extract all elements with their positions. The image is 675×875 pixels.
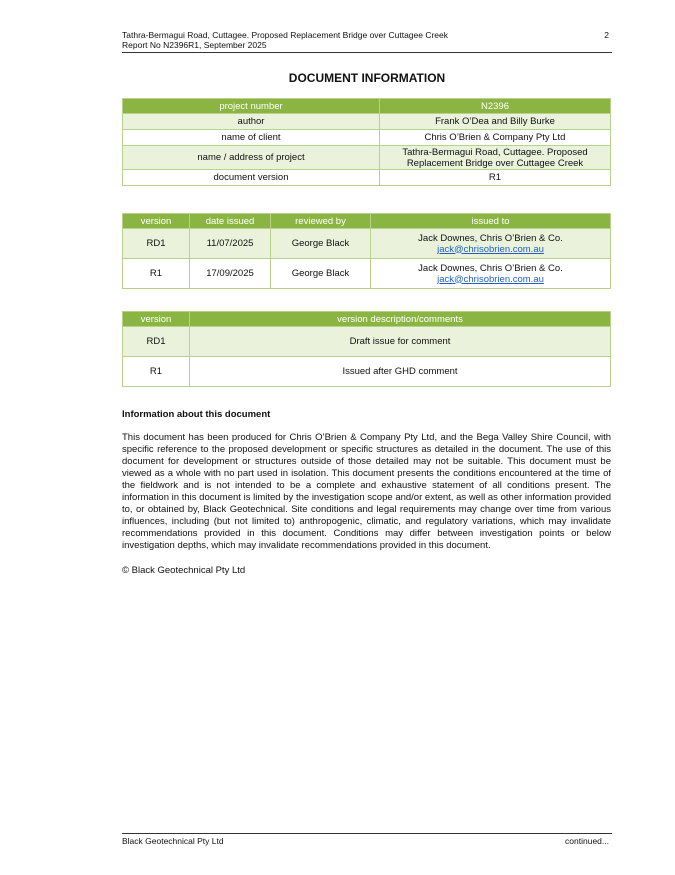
table-row <box>123 259 611 289</box>
info-value-line: Tathra-Bermagui Road, Cuttagee. Proposed <box>402 146 588 158</box>
column-header: version <box>123 312 190 327</box>
description-cell: Issued after GHD comment <box>190 357 611 387</box>
table-row <box>123 327 611 357</box>
version-cell: RD1 <box>123 327 190 357</box>
info-section-heading: Information about this document <box>122 409 271 420</box>
issued-to-cell <box>371 259 611 289</box>
table-header-row <box>123 312 611 327</box>
recipient-name: Jack Downes, Chris O’Brien & Co. <box>418 262 563 274</box>
page-title: DOCUMENT INFORMATION <box>288 71 446 85</box>
table-row <box>123 229 611 259</box>
copyright-notice: © Black Geotechnical Pty Ltd <box>122 565 246 576</box>
info-row-document-version <box>123 170 611 186</box>
date-cell: 11/07/2025 <box>190 229 271 259</box>
table-header-row <box>123 214 611 229</box>
email-link[interactable]: jack@chrisobrien.com.au <box>437 273 544 285</box>
info-row-project-number <box>123 99 611 114</box>
reviewer-cell: George Black <box>271 259 371 289</box>
info-value: Frank O’Dea and Billy Burke <box>380 114 611 130</box>
recipient-name: Jack Downes, Chris O’Brien & Co. <box>418 232 563 244</box>
version-description-table <box>122 311 611 387</box>
table-row <box>123 357 611 387</box>
version-cell: RD1 <box>123 229 190 259</box>
info-row-client <box>123 130 611 146</box>
version-cell: R1 <box>123 259 190 289</box>
page-header <box>122 30 612 53</box>
page-footer <box>122 833 612 846</box>
footer-company: Black Geotechnical Pty Ltd <box>122 836 224 846</box>
date-cell: 17/09/2025 <box>190 259 271 289</box>
info-label: author <box>123 114 380 130</box>
info-value: Chris O’Brien & Company Pty Ltd <box>380 130 611 146</box>
column-header: date issued <box>190 214 271 229</box>
column-header: reviewed by <box>271 214 371 229</box>
email-link[interactable]: jack@chrisobrien.com.au <box>437 243 544 255</box>
column-header: version description/comments <box>190 312 611 327</box>
info-value: R1 <box>380 170 611 186</box>
info-label: project number <box>123 99 380 114</box>
info-value <box>380 146 611 170</box>
page-number: 2 <box>604 30 609 40</box>
version-cell: R1 <box>123 357 190 387</box>
reviewer-cell: George Black <box>271 229 371 259</box>
info-label: name of client <box>123 130 380 146</box>
info-value: N2396 <box>380 99 611 114</box>
info-row-project-address <box>123 146 611 170</box>
column-header: version <box>123 214 190 229</box>
info-value-line: Replacement Bridge over Cuttagee Creek <box>406 157 584 169</box>
description-cell: Draft issue for comment <box>190 327 611 357</box>
info-section-body: This document has been produced for Chris O’Brien & Company Pty Ltd, and the Bega Valley Shire Council, with specific reference to the proposed development or specific structures as detailed in the document. The use of this document for development or structures outside of those detailed may not be suitable. This document must be viewed as a whole with no part used in isolation. This document presents the conditions encountered at the time of the fieldwork and is not intended to be a complete and exhaustive statement of all conditions present. The information in this document is limited by the investigation scope and/or extent, as well as other information provided to, or obtained by, Black Geotechnical. Site conditions and legal requirements may change over time from various influences, including (but not limited to) anthropogenic, climatic, and regulatory variations, which may invalidate recommendations provided in this document. Conditions may differ between investigation points or below investigation depths, which may invalidate recommendations provided in this document. <box>122 432 611 551</box>
header-report-title: Tathra-Bermagui Road, Cuttagee. Proposed Replacement Bridge over Cuttagee Creek <box>122 30 449 40</box>
version-issue-table <box>122 213 611 289</box>
document-info-table <box>122 98 611 186</box>
info-label: document version <box>123 170 380 186</box>
footer-continued: continued... <box>565 836 609 846</box>
issued-to-cell <box>371 229 611 259</box>
header-report-number: Report No N2396R1, September 2025 <box>122 40 267 50</box>
column-header: issued to <box>371 214 611 229</box>
info-label: name / address of project <box>123 146 380 170</box>
info-row-author <box>123 114 611 130</box>
